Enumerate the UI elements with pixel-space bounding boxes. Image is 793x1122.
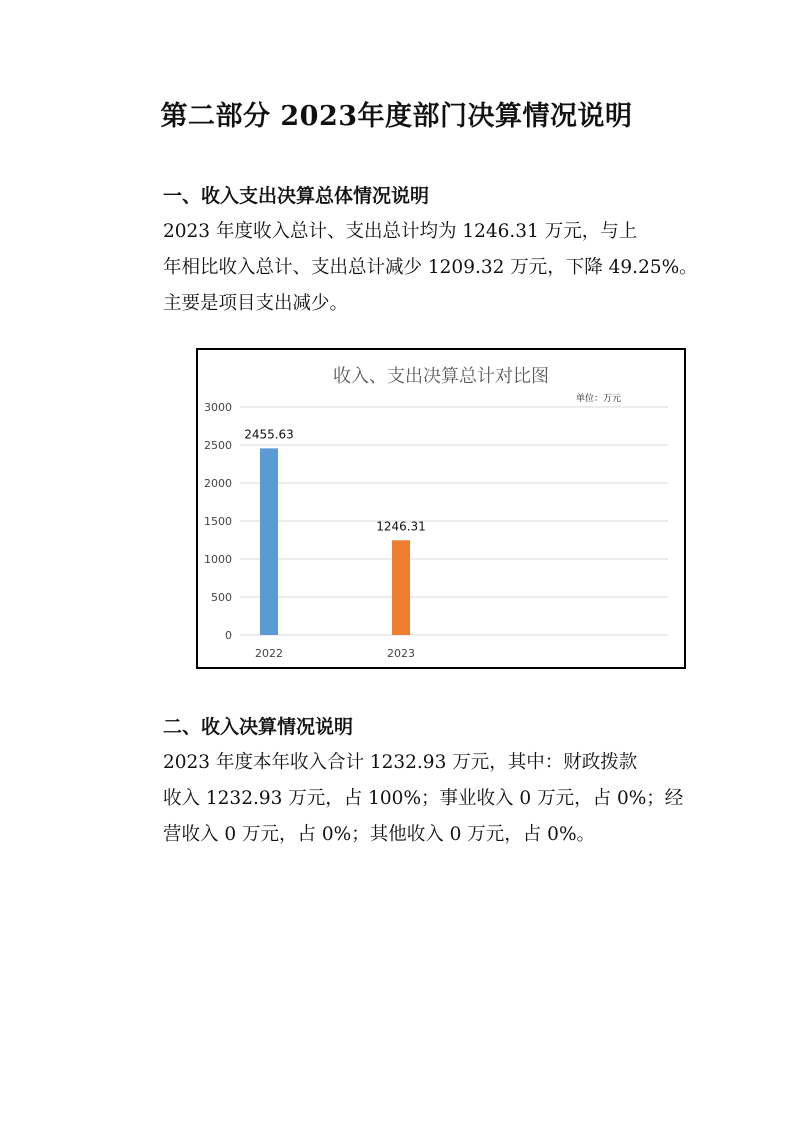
chart-title: 收入、支出决算总计对比图 (333, 366, 549, 387)
data-label-2022: 2455.63 (244, 427, 294, 442)
bar-2022 (260, 448, 278, 635)
section-body-income (163, 745, 684, 853)
x-tick-label: 2022 (255, 647, 283, 660)
data-label-2023: 1246.31 (376, 519, 426, 534)
chart-unit-label: 单位：万元 (576, 394, 622, 404)
paragraph-line: 2023 年度本年收入合计 1232.93 万元，其中：财政拨款 (163, 752, 638, 773)
section-heading-income: 二、收入决算情况说明 (163, 716, 354, 738)
bar-2023 (392, 540, 410, 635)
paragraph-line: 营收入 0 万元，占 0%；其他收入 0 万元，占 0%。 (163, 824, 596, 845)
bar-chart (196, 348, 686, 669)
page-title: 第二部分 2023年度部门决算情况说明 (160, 101, 633, 132)
x-tick-label: 2023 (387, 647, 415, 660)
y-tick-label: 2500 (204, 439, 232, 452)
section-body-overall (163, 214, 698, 322)
y-tick-label: 0 (225, 629, 232, 642)
y-tick-label: 1500 (204, 515, 232, 528)
y-tick-label: 3000 (204, 401, 232, 414)
y-tick-label: 1000 (204, 553, 232, 566)
paragraph-line: 收入 1232.93 万元，占 100%；事业收入 0 万元，占 0%；经 (163, 788, 684, 809)
paragraph-line: 2023 年度收入总计、支出总计均为 1246.31 万元，与上 (163, 221, 638, 242)
paragraph-line: 主要是项目支出减少。 (163, 293, 349, 314)
paragraph-line: 年相比收入总计、支出总计减少 1209.32 万元，下降 49.25%。 (163, 257, 698, 278)
chart-canvas (198, 350, 684, 667)
section-heading-overall: 一、收入支出决算总体情况说明 (163, 185, 430, 207)
y-tick-label: 500 (211, 591, 232, 604)
y-tick-label: 2000 (204, 477, 232, 490)
